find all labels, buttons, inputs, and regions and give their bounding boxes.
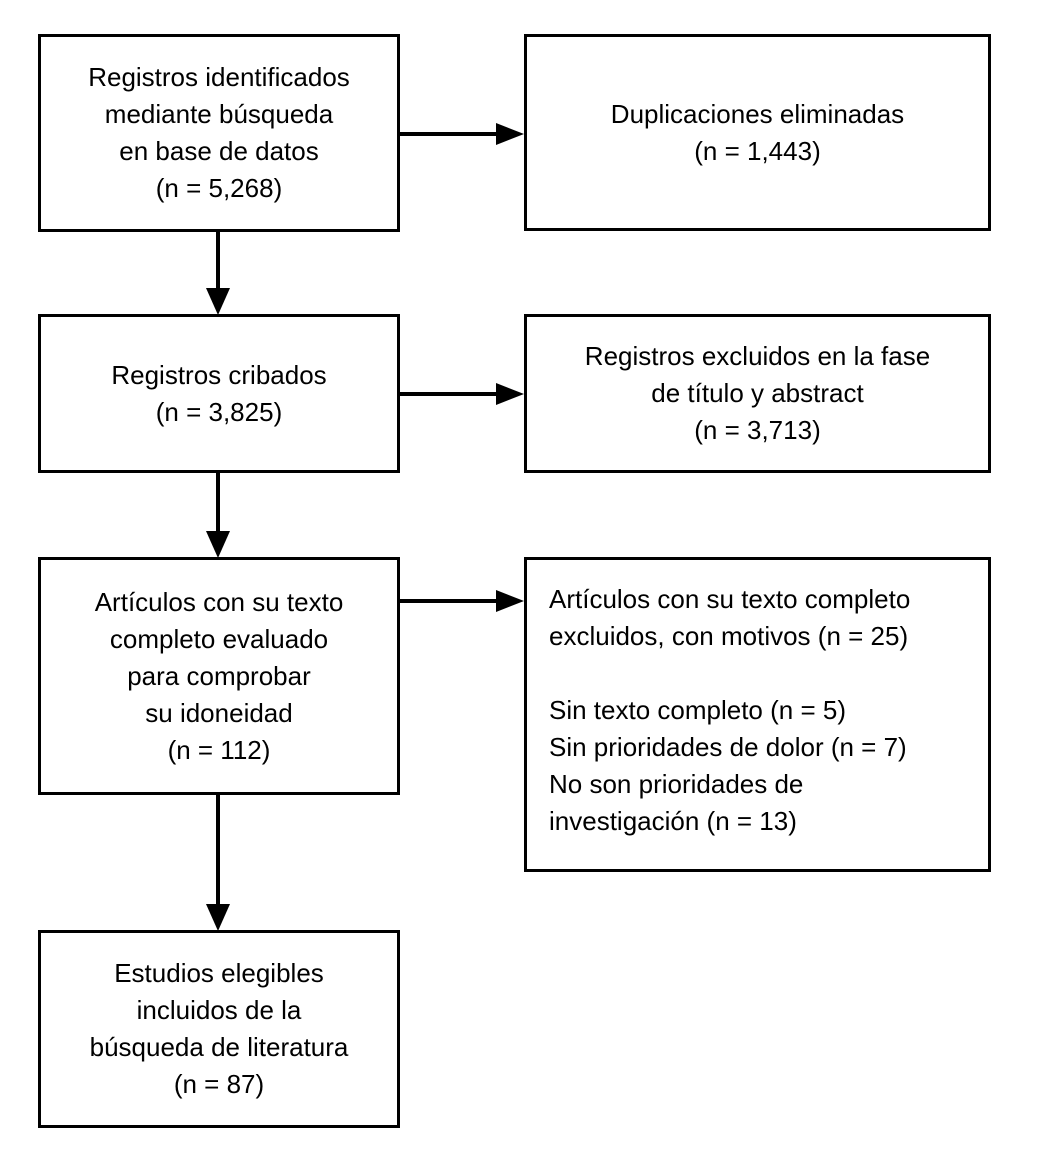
box-duplicaciones-eliminadas [524, 34, 991, 231]
box-registros-identificados [38, 34, 400, 232]
box-count: (n = 3,825) [155, 396, 283, 427]
arrow-line [216, 232, 220, 290]
box-line: Registros cribados [111, 359, 327, 390]
box-reason-line: investigación (n = 13) [549, 806, 797, 836]
box-count: (n = 87) [173, 1069, 265, 1099]
connector-cribados-to-evaluados [206, 473, 230, 558]
box-reason-line: No son prioridades de [549, 769, 804, 799]
box-line: excluidos, con motivos (n = 25) [549, 621, 909, 651]
box-registros-cribados [38, 314, 400, 473]
arrow-down-icon [206, 531, 230, 558]
connector-evaluados-to-incluidos [206, 795, 230, 931]
arrow-right-icon [496, 590, 524, 612]
box-articulos-texto-completo-evaluado [38, 557, 400, 795]
arrow-line [400, 132, 498, 136]
box-line: búsqueda de literatura [89, 1032, 349, 1062]
arrow-right-icon [496, 123, 524, 145]
arrow-down-icon [206, 904, 230, 931]
box-line: completo evaluado [109, 623, 329, 654]
box-line: Registros excluidos en la fase [584, 341, 931, 371]
box-count: (n = 1,443) [694, 135, 821, 166]
arrow-line [400, 599, 498, 603]
box-line: incluidos de la [136, 995, 302, 1025]
box-registros-excluidos-titulo-abstract [524, 314, 991, 473]
box-line: de título y abstract [651, 378, 864, 408]
box-line: su idoneidad [145, 697, 293, 728]
box-articulos-texto-completo-excluidos [524, 557, 991, 872]
box-count: (n = 112) [167, 734, 271, 765]
box-reason-line: Sin prioridades de dolor (n = 7) [549, 732, 907, 762]
box-count: (n = 3,713) [694, 415, 821, 445]
arrow-line [216, 795, 220, 906]
box-line: Duplicaciones eliminadas [610, 98, 905, 129]
box-line: Estudios elegibles [114, 958, 324, 988]
box-reason-line: Sin texto completo (n = 5) [549, 695, 846, 725]
box-line: mediante búsqueda [104, 99, 334, 129]
box-line: Artículos con su texto [94, 586, 344, 617]
connector-identificados-to-cribados [206, 232, 230, 315]
box-line: para comprobar [127, 660, 311, 691]
arrow-down-icon [206, 288, 230, 315]
box-line: Artículos con su texto completo [549, 584, 911, 614]
connector-identificados-to-duplicaciones [400, 123, 524, 145]
connector-evaluados-to-excluidos-motivos [400, 590, 524, 612]
connector-cribados-to-excluidos [400, 383, 524, 405]
box-line: Registros identificados [88, 62, 350, 92]
box-count: (n = 5,268) [155, 173, 283, 203]
arrow-line [400, 392, 498, 396]
box-estudios-elegibles-incluidos [38, 930, 400, 1128]
arrow-right-icon [496, 383, 524, 405]
arrow-line [216, 473, 220, 533]
box-line: en base de datos [119, 136, 319, 166]
